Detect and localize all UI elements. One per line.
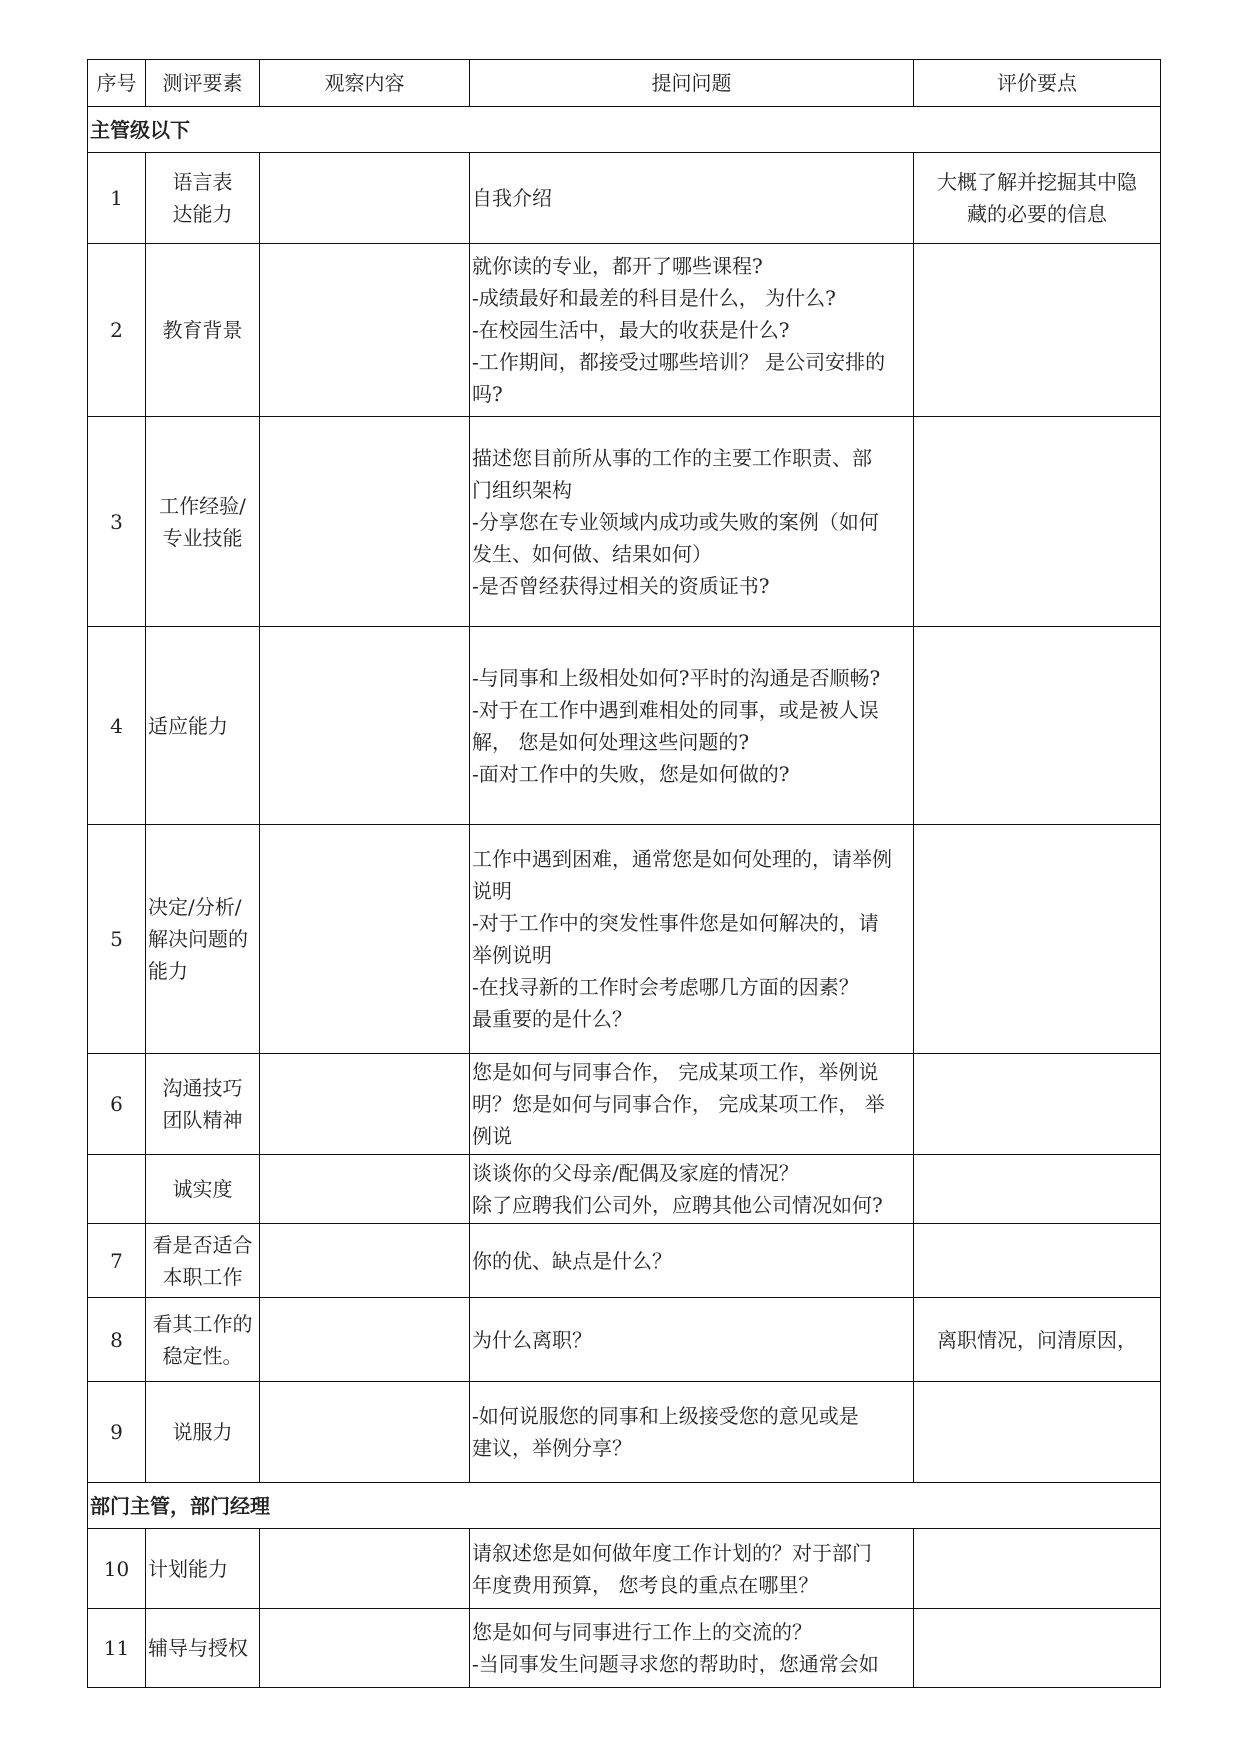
question-cell-line: -在找寻新的工作时会考虑哪几方面的因素？: [472, 975, 859, 999]
assessment-element-line: 适应能力: [148, 713, 228, 738]
assessment-element: [146, 1054, 260, 1155]
question-cell: [470, 627, 914, 825]
observe-cell[interactable]: [260, 1529, 470, 1609]
question-cell-line: 除了应聘我们公司外，应聘其他公司情况如何?: [472, 1193, 883, 1217]
question-cell: [470, 1382, 914, 1483]
question-cell-line: -在校园生活中，最大的收获是什么?: [472, 318, 790, 342]
question-cell-line: 发生、如何做、结果如何）: [472, 541, 712, 566]
assessment-element-line: 辅导与授权: [148, 1636, 248, 1660]
question-cell: [470, 1155, 914, 1224]
assessment-element-line: 解决问题的: [148, 927, 248, 951]
row-number: 10: [88, 1529, 146, 1609]
row-number: 8: [88, 1298, 146, 1382]
assessment-element-line: 专业技能: [162, 525, 243, 550]
evaluation-point: [914, 1224, 1161, 1298]
table-row: [88, 153, 1161, 244]
observe-cell[interactable]: [260, 1054, 470, 1155]
question-cell-line: -对于在工作中遇到难相处的同事，或是被人误: [472, 697, 879, 722]
assessment-element-line: 达能力: [172, 202, 233, 226]
question-cell-line: -如何说服您的同事和上级接受您的意见或是: [472, 1404, 859, 1428]
table-row: [88, 1609, 1161, 1688]
header-observe: 观察内容: [260, 60, 470, 107]
assessment-element-line: 语言表: [172, 170, 233, 194]
observe-cell[interactable]: [260, 1298, 470, 1382]
assessment-element-line: 看其工作的: [152, 1311, 253, 1336]
header-row: [88, 60, 1161, 107]
question-cell-line: 请叙述您是如何做年度工作计划的？对于部门: [472, 1540, 872, 1565]
question-cell: [470, 825, 914, 1054]
question-cell-line: -成绩最好和最差的科目是什么， 为什么?: [472, 286, 836, 310]
row-number: [88, 1155, 146, 1224]
evaluation-point: [914, 1298, 1161, 1382]
assessment-element-line: 教育背景: [162, 318, 243, 342]
assessment-element: [146, 417, 260, 627]
assessment-element-line: 沟通技巧: [162, 1076, 243, 1100]
assessment-element-line: 工作经验/: [159, 493, 246, 518]
question-cell: [470, 153, 914, 244]
evaluation-point: [914, 1155, 1161, 1224]
question-cell-line: 谈谈你的父母亲/配偶及家庭的情况？: [472, 1161, 799, 1185]
interview-assessment-table: [87, 59, 1161, 1688]
question-cell: [470, 1529, 914, 1609]
assessment-element-line: 能力: [148, 959, 188, 983]
assessment-element-line: 看是否适合: [152, 1232, 253, 1257]
observe-cell[interactable]: [260, 1224, 470, 1298]
assessment-element: [146, 627, 260, 825]
table-row: [88, 825, 1161, 1054]
question-cell-line: 举例说明: [472, 943, 552, 967]
observe-cell[interactable]: [260, 1155, 470, 1224]
question-cell-line: -工作期间，都接受过哪些培训？ 是公司安排的: [472, 350, 886, 374]
table-row: [88, 417, 1161, 627]
evaluation-point: [914, 417, 1161, 627]
assessment-element: [146, 1155, 260, 1224]
question-cell-line: -是否曾经获得过相关的资质证书?: [472, 573, 770, 598]
question-cell-line: 您是如何与同事合作， 完成某项工作，举例说: [472, 1060, 879, 1084]
question-cell-line: 就你读的专业，都开了哪些课程?: [472, 254, 763, 278]
observe-cell[interactable]: [260, 244, 470, 417]
observe-cell[interactable]: [260, 825, 470, 1054]
evaluation-point: [914, 1529, 1161, 1609]
evaluation-point: [914, 1382, 1161, 1483]
question-cell: [470, 244, 914, 417]
question-cell-line: 工作中遇到困难，通常您是如何处理的，请举例: [472, 847, 892, 871]
assessment-element: [146, 153, 260, 244]
assessment-element: [146, 1298, 260, 1382]
observe-cell[interactable]: [260, 417, 470, 627]
question-cell-line: -与同事和上级相处如何?平时的沟通是否顺畅?: [472, 665, 881, 690]
assessment-element-line: 计划能力: [148, 1556, 228, 1581]
section-title: 部门主管，部门经理: [88, 1483, 1161, 1529]
assessment-element: [146, 1609, 260, 1688]
evaluation-point: [914, 244, 1161, 417]
question-cell: [470, 1298, 914, 1382]
header-element: 测评要素: [146, 60, 260, 107]
row-number: 9: [88, 1382, 146, 1483]
assessment-element-line: 诚实度: [172, 1177, 233, 1201]
assessment-element-line: 说服力: [172, 1420, 233, 1444]
row-number: 5: [88, 825, 146, 1054]
assessment-element: [146, 244, 260, 417]
question-cell-line: -分享您在专业领域内成功或失败的案例（如何: [472, 509, 879, 534]
evaluation-point-line: 离职情况，问清原因，: [937, 1327, 1137, 1352]
header-points: 评价要点: [914, 60, 1161, 107]
question-cell-line: 例说: [472, 1124, 512, 1148]
evaluation-point: [914, 627, 1161, 825]
question-cell-line: 描述您目前所从事的工作的主要工作职责、部: [472, 445, 872, 470]
assessment-element-line: 稳定性。: [162, 1343, 243, 1368]
table-row: [88, 1298, 1161, 1382]
question-cell: [470, 417, 914, 627]
section-row: [88, 1483, 1161, 1529]
question-cell-line: 为什么离职？: [472, 1327, 592, 1352]
section-row: [88, 107, 1161, 153]
question-cell-line: 吗?: [472, 382, 503, 406]
question-cell-line: 门组织架构: [472, 477, 572, 502]
observe-cell[interactable]: [260, 153, 470, 244]
question-cell-line: 说明: [472, 879, 512, 903]
table-row: [88, 1529, 1161, 1609]
header-questions: 提问问题: [470, 60, 914, 107]
row-number: 3: [88, 417, 146, 627]
question-cell-line: 最重要的是什么？: [472, 1007, 632, 1031]
evaluation-point-line: 藏的必要的信息: [967, 202, 1107, 226]
assessment-element: [146, 1382, 260, 1483]
assessment-element: [146, 1224, 260, 1298]
question-cell-line: -面对工作中的失败，您是如何做的?: [472, 761, 790, 786]
table-row: [88, 1224, 1161, 1298]
question-cell-line: -当同事发生问题寻求您的帮助时，您通常会如: [472, 1652, 879, 1676]
question-cell-line: 明？您是如何与同事合作， 完成某项工作， 举: [472, 1092, 885, 1116]
observe-cell[interactable]: [260, 627, 470, 825]
table-row: [88, 244, 1161, 417]
question-cell: [470, 1224, 914, 1298]
question-cell-line: 自我介绍: [472, 186, 552, 210]
table-row: [88, 1382, 1161, 1483]
assessment-element: [146, 1529, 260, 1609]
evaluation-point: [914, 153, 1161, 244]
row-number: 4: [88, 627, 146, 825]
assessment-element: [146, 825, 260, 1054]
table-row: [88, 1054, 1161, 1155]
question-cell-line: -对于工作中的突发性事件您是如何解决的，请: [472, 911, 879, 935]
question-cell-line: 您是如何与同事进行工作上的交流的？: [472, 1620, 812, 1644]
table-row: [88, 1155, 1161, 1224]
evaluation-point: [914, 1609, 1161, 1688]
assessment-element-line: 决定/分析/: [148, 895, 242, 919]
assessment-element-line: 本职工作: [162, 1264, 243, 1289]
row-number: 2: [88, 244, 146, 417]
question-cell: [470, 1054, 914, 1155]
table-row: [88, 627, 1161, 825]
evaluation-point: [914, 825, 1161, 1054]
row-number: 11: [88, 1609, 146, 1688]
section-title: 主管级以下: [88, 107, 1161, 153]
evaluation-point-line: 大概了解并挖掘其中隐: [937, 170, 1137, 194]
evaluation-point: [914, 1054, 1161, 1155]
question-cell: [470, 1609, 914, 1688]
assessment-element-line: 团队精神: [162, 1108, 243, 1132]
header-no: 序号: [88, 60, 146, 107]
question-cell-line: 解， 您是如何处理这些问题的?: [472, 729, 750, 754]
observe-cell[interactable]: [260, 1382, 470, 1483]
row-number: 7: [88, 1224, 146, 1298]
row-number: 6: [88, 1054, 146, 1155]
observe-cell[interactable]: [260, 1609, 470, 1688]
question-cell-line: 你的优、缺点是什么？: [472, 1248, 672, 1273]
row-number: 1: [88, 153, 146, 244]
question-cell-line: 年度费用预算， 您考良的重点在哪里？: [472, 1572, 819, 1597]
question-cell-line: 建议，举例分享？: [472, 1436, 632, 1460]
